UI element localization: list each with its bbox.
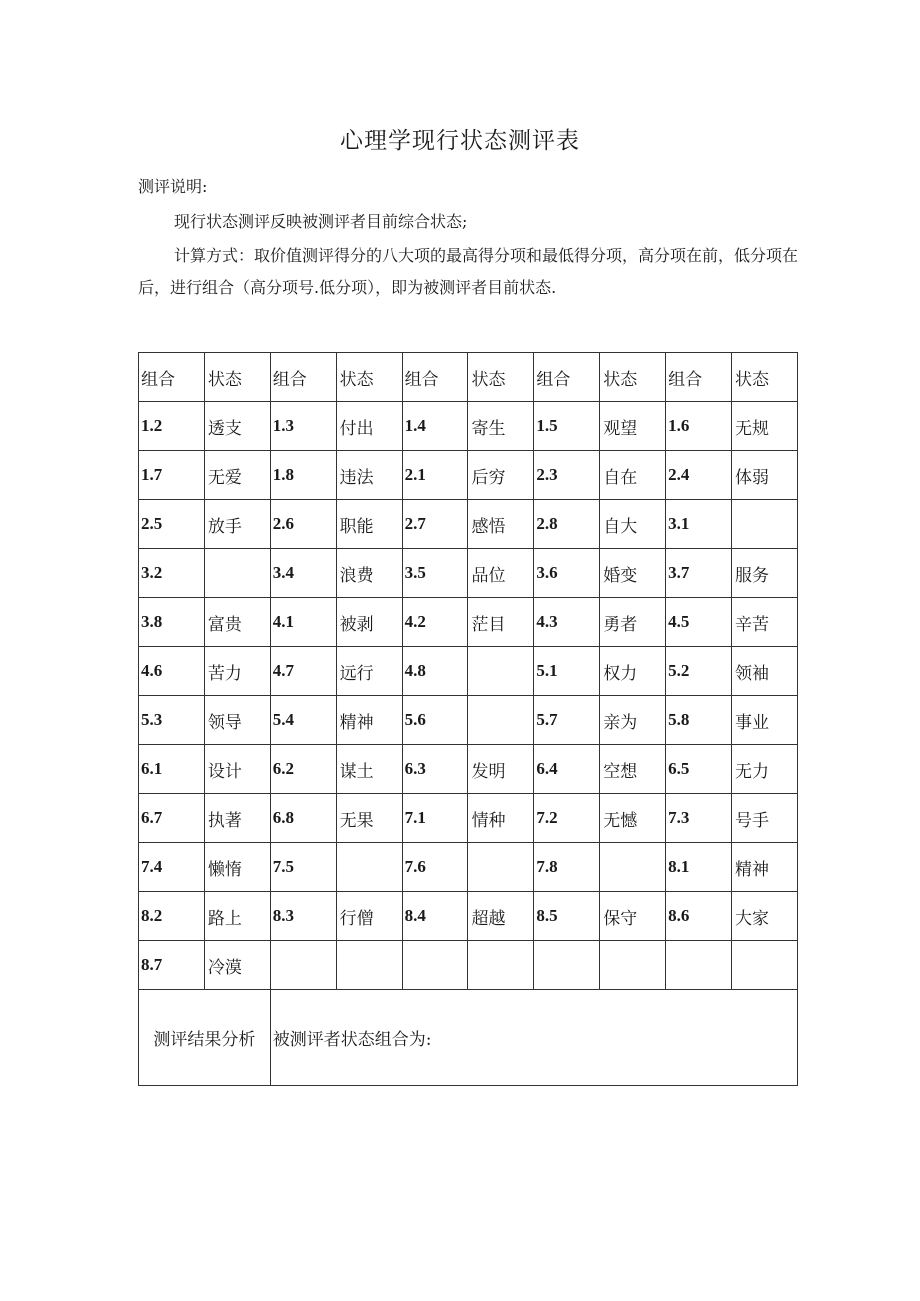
combo-code-cell: 2.1 [402,451,468,500]
combo-code-cell: 8.3 [270,892,336,941]
combo-code-cell: 3.5 [402,549,468,598]
state-cell: 事业 [732,696,798,745]
state-cell [468,843,534,892]
table-row [139,745,798,794]
combo-code-cell: 1.3 [270,402,336,451]
state-cell: 无力 [732,745,798,794]
state-cell: 观望 [600,402,666,451]
combo-code-cell: 4.5 [666,598,732,647]
state-cell: 透支 [204,402,270,451]
table-row [139,892,798,941]
table-row [139,843,798,892]
combo-code-cell: 4.3 [534,598,600,647]
combo-code-cell: 4.2 [402,598,468,647]
header-cell: 组合 [666,353,732,402]
combo-code-cell: 1.6 [666,402,732,451]
table-row [139,696,798,745]
combo-code-cell: 1.2 [139,402,205,451]
combo-code-cell: 8.2 [139,892,205,941]
combo-code-cell [666,941,732,990]
table-row [139,794,798,843]
intro-heading: 测评说明: [138,177,208,196]
state-cell: 放手 [204,500,270,549]
state-cell: 超越 [468,892,534,941]
state-cell: 亲为 [600,696,666,745]
combo-code-cell: 3.4 [270,549,336,598]
intro-paragraph-1: 现行状态测评反映被测评者目前综合状态; [174,212,468,231]
combo-code-cell: 1.8 [270,451,336,500]
state-cell: 谋土 [336,745,402,794]
combo-code-cell: 3.6 [534,549,600,598]
header-cell: 组合 [534,353,600,402]
combo-code-cell: 3.1 [666,500,732,549]
state-cell: 浪费 [336,549,402,598]
state-cell: 违法 [336,451,402,500]
state-cell: 后穷 [468,451,534,500]
combo-code-cell: 1.7 [139,451,205,500]
state-cell [732,500,798,549]
combo-code-cell: 8.6 [666,892,732,941]
combo-code-cell: 2.4 [666,451,732,500]
combo-code-cell: 8.5 [534,892,600,941]
combo-code-cell: 7.6 [402,843,468,892]
state-cell: 保守 [600,892,666,941]
combo-code-cell: 7.3 [666,794,732,843]
combo-code-cell: 3.7 [666,549,732,598]
state-cell [204,549,270,598]
combo-code-cell: 4.1 [270,598,336,647]
state-cell [468,696,534,745]
state-cell: 远行 [336,647,402,696]
combo-code-cell: 5.3 [139,696,205,745]
state-cell [336,941,402,990]
state-cell: 懒惰 [204,843,270,892]
state-cell: 茫目 [468,598,534,647]
table-row [139,549,798,598]
table-row [139,598,798,647]
state-cell: 无规 [732,402,798,451]
result-label: 测评结果分析 [139,990,271,1086]
state-cell: 服务 [732,549,798,598]
result-text-cell: 被测评者状态组合为: [270,990,797,1086]
state-cell: 冷漠 [204,941,270,990]
state-cell: 路上 [204,892,270,941]
combo-code-cell: 5.7 [534,696,600,745]
table-row [139,402,798,451]
combo-code-cell: 7.4 [139,843,205,892]
combo-code-cell: 6.5 [666,745,732,794]
state-cell: 婚变 [600,549,666,598]
state-cell: 被剥 [336,598,402,647]
state-cell: 勇者 [600,598,666,647]
combo-code-cell: 2.8 [534,500,600,549]
state-cell: 自在 [600,451,666,500]
document-title: 心理学现行状态测评表 [340,128,580,154]
combo-code-cell: 2.7 [402,500,468,549]
combo-code-cell: 5.2 [666,647,732,696]
state-cell [600,843,666,892]
status-table [138,352,798,1086]
status-table-body [139,353,798,1086]
combo-code-cell: 8.1 [666,843,732,892]
table-row [139,941,798,990]
state-cell: 辛苦 [732,598,798,647]
state-cell: 精神 [336,696,402,745]
header-cell: 状态 [732,353,798,402]
combo-code-cell: 3.2 [139,549,205,598]
header-cell: 状态 [600,353,666,402]
state-cell: 设计 [204,745,270,794]
combo-code-cell: 1.5 [534,402,600,451]
state-cell: 号手 [732,794,798,843]
state-cell: 职能 [336,500,402,549]
state-cell: 无憾 [600,794,666,843]
combo-code-cell [270,941,336,990]
state-cell: 付出 [336,402,402,451]
state-cell: 品位 [468,549,534,598]
combo-code-cell: 8.4 [402,892,468,941]
combo-code-cell: 8.7 [139,941,205,990]
combo-code-cell: 7.5 [270,843,336,892]
state-cell [732,941,798,990]
combo-code-cell: 2.6 [270,500,336,549]
state-cell: 感悟 [468,500,534,549]
combo-code-cell: 6.3 [402,745,468,794]
state-cell: 苦力 [204,647,270,696]
state-cell [468,647,534,696]
combo-code-cell: 4.6 [139,647,205,696]
state-cell [336,843,402,892]
state-cell: 行僧 [336,892,402,941]
header-cell: 状态 [468,353,534,402]
combo-code-cell: 6.4 [534,745,600,794]
combo-code-cell: 7.2 [534,794,600,843]
combo-code-cell [402,941,468,990]
state-cell: 权力 [600,647,666,696]
state-cell: 领袖 [732,647,798,696]
state-cell [468,941,534,990]
combo-code-cell: 3.8 [139,598,205,647]
combo-code-cell: 6.7 [139,794,205,843]
state-cell: 大家 [732,892,798,941]
table-row [139,647,798,696]
combo-code-cell: 6.2 [270,745,336,794]
header-cell: 组合 [402,353,468,402]
state-cell: 精神 [732,843,798,892]
combo-code-cell: 7.8 [534,843,600,892]
state-cell: 富贵 [204,598,270,647]
combo-code-cell [534,941,600,990]
state-cell: 寄生 [468,402,534,451]
combo-code-cell: 2.5 [139,500,205,549]
state-cell: 情种 [468,794,534,843]
header-cell: 组合 [270,353,336,402]
combo-code-cell: 2.3 [534,451,600,500]
table-row [139,500,798,549]
intro-paragraph-2: 计算方式：取价值测评得分的八大项的最高得分项和最低得分项，高分项在前，低分项在后，进行组合（高分项号.低分项），即为被测评者目前状态. [138,246,799,297]
header-cell: 状态 [336,353,402,402]
table-row [139,451,798,500]
combo-code-cell: 4.7 [270,647,336,696]
state-cell [600,941,666,990]
table-header-row [139,353,798,402]
combo-code-cell: 6.8 [270,794,336,843]
state-cell: 领导 [204,696,270,745]
state-cell: 执著 [204,794,270,843]
state-cell: 体弱 [732,451,798,500]
combo-code-cell: 4.8 [402,647,468,696]
header-cell: 状态 [204,353,270,402]
state-cell: 自大 [600,500,666,549]
state-cell: 空想 [600,745,666,794]
combo-code-cell: 5.6 [402,696,468,745]
combo-code-cell: 1.4 [402,402,468,451]
state-cell: 发明 [468,745,534,794]
result-row [139,990,798,1086]
combo-code-cell: 5.8 [666,696,732,745]
combo-code-cell: 5.4 [270,696,336,745]
header-cell: 组合 [139,353,205,402]
combo-code-cell: 7.1 [402,794,468,843]
state-cell: 无爱 [204,451,270,500]
combo-code-cell: 5.1 [534,647,600,696]
state-cell: 无果 [336,794,402,843]
combo-code-cell: 6.1 [139,745,205,794]
